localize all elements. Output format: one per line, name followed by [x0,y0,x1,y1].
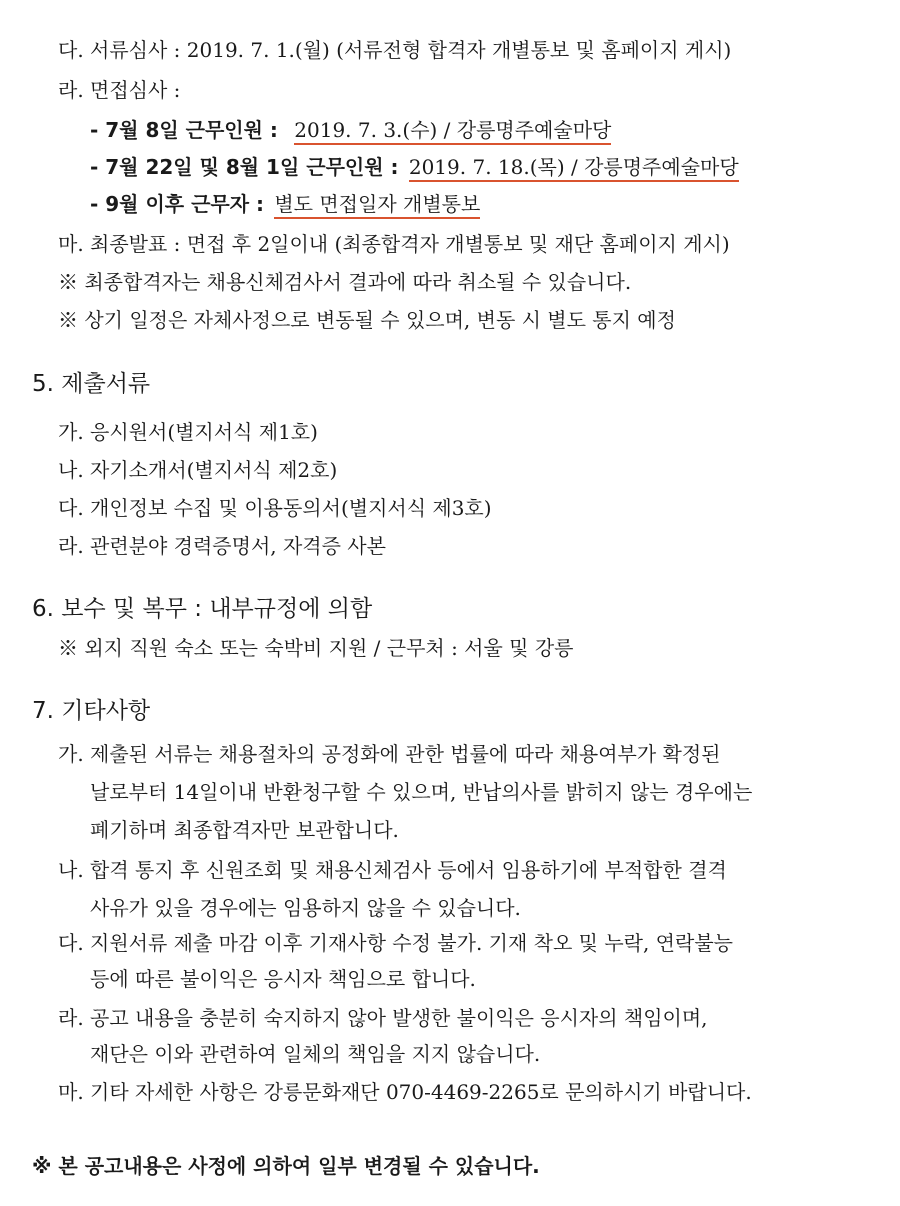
interview-date: 2019. 7. 18.(목) / 강릉명주예술마당 [409,155,739,182]
interview-label: - 9월 이후 근무자 : [90,192,264,216]
paragraph-line: 다. 지원서류 제출 마감 이후 기재사항 수정 불가. 기재 착오 및 누락, 연락불능 [58,931,733,955]
paragraph-line: 마. 기타 자세한 사항은 강릉문화재단 070-4469-2265로 문의하시기 바랍니다. [58,1080,752,1104]
section-6-note: ※ 외지 직원 숙소 또는 숙박비 지원 / 근무처 : 서울 및 강릉 [58,636,574,660]
schedule-document-screening: 다. 서류심사 : 2019. 7. 1.(월) (서류전형 합격자 개별통보 및 홈페이지 게시) [58,38,732,62]
schedule-final-announcement: 마. 최종발표 : 면접 후 2일이내 (최종합격자 개별통보 및 재단 홈페이지 게시) [58,232,730,256]
interview-date: 2019. 7. 3.(수) / 강릉명주예술마당 [294,118,611,145]
interview-date: 별도 면접일자 개별통보 [274,192,480,219]
list-item: 라. 관련분야 경력증명서, 자격증 사본 [58,534,386,558]
interview-item [90,189,480,219]
paragraph-line: 사유가 있을 경우에는 임용하지 않을 수 있습니다. [90,896,521,920]
section-5-title: 5. 제출서류 [32,371,151,397]
interview-label: - 7월 22일 및 8월 1일 근무인원 : [90,155,399,179]
paragraph-line: 날로부터 14일이내 반환청구할 수 있으며, 반납의사를 밝히지 않는 경우에는 [90,780,753,804]
paragraph-line: 라. 공고 내용을 충분히 숙지하지 않아 발생한 불이익은 응시자의 책임이며, [58,1006,708,1030]
paragraph-line: 폐기하며 최종합격자만 보관합니다. [90,818,399,842]
section-7-title: 7. 기타사항 [32,698,151,724]
paragraph-line: 등에 따른 불이익은 응시자 책임으로 합니다. [90,967,476,991]
schedule-interview-heading: 라. 면접심사 : [58,78,181,102]
paragraph-line: 재단은 이와 관련하여 일체의 책임을 지지 않습니다. [90,1042,541,1066]
schedule-note: ※ 최종합격자는 채용신체검사서 결과에 따라 취소될 수 있습니다. [58,270,632,294]
paragraph-line: 나. 합격 통지 후 신원조회 및 채용신체검사 등에서 임용하기에 부적합한 결격 [58,858,727,882]
footer-notice: ※ 본 공고내용은 사정에 의하여 일부 변경될 수 있습니다. [32,1154,540,1178]
list-item: 가. 응시원서(별지서식 제1호) [58,420,318,444]
section-6-title: 6. 보수 및 복무 : 내부규정에 의함 [32,596,373,622]
interview-item [90,152,739,182]
paragraph-line: 가. 제출된 서류는 채용절차의 공정화에 관한 법률에 따라 채용여부가 확정된 [58,742,721,766]
list-item: 나. 자기소개서(별지서식 제2호) [58,458,338,482]
interview-label: - 7월 8일 근무인원 : [90,118,278,142]
list-item: 다. 개인정보 수집 및 이용동의서(별지서식 제3호) [58,496,492,520]
interview-item [90,115,611,145]
schedule-note: ※ 상기 일정은 자체사정으로 변동될 수 있으며, 변동 시 별도 통지 예정 [58,308,676,332]
